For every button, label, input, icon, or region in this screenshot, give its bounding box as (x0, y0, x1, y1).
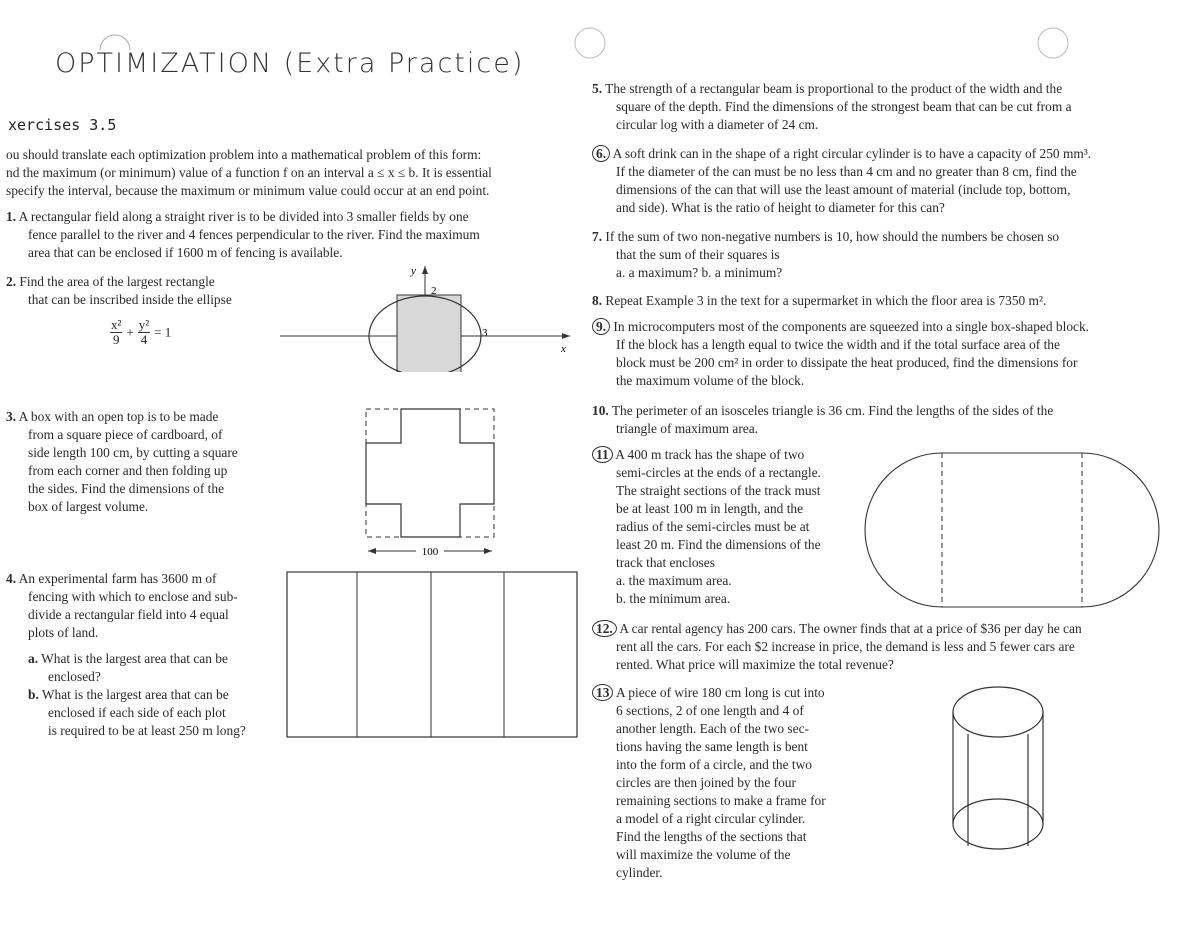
intro-line-1: ou should translate each optimization problem into a mathematical problem of this form: (6, 147, 482, 162)
problem-4a-line-1: What is the largest area that can be (41, 651, 228, 666)
problem-2-line-1: Find the area of the largest rectangle (19, 274, 215, 289)
cylinder-top-circle (953, 687, 1043, 737)
problem-4-line-1: An experimental farm has 3600 m of (18, 571, 217, 586)
problem-1-line-3: area that can be enclosed if 1600 m of fencing is available. (28, 245, 343, 260)
cylinder-frame-diagram (948, 684, 1048, 854)
problem-13-line-1: A piece of wire 180 cm long is cut into (616, 685, 825, 700)
axis-x-label: x (561, 343, 566, 355)
problem-5-line-2: square of the depth. Find the dimensions of the strongest beam that can be cut from a (616, 99, 1072, 114)
cylinder-bottom-circle (953, 799, 1043, 849)
problem-9-line-1: In microcomputers most of the components are squeezed into a single box-shaped block. (613, 319, 1090, 334)
problem-3-line-1: A box with an open top is to be made (18, 409, 219, 424)
eq-x-num: x² (111, 317, 122, 332)
ellipse-equation: $\frac{\text{x²}}{9}$ + $\frac{\text{y²}}{4}$ = 1 (111, 317, 172, 347)
problem-1-line-2: fence parallel to the river and 4 fences perpendicular to the river. Find the maximum (28, 227, 480, 242)
eq-x-den: 9 (112, 332, 120, 347)
problem-8-line-1: Repeat Example 3 in the text for a supermarket in which the floor area is 7350 m². (605, 293, 1047, 308)
problem-12-line-2: rent all the cars. For each $2 increase in price, the demand is less and 5 fewer cars are (616, 639, 1075, 654)
problem-13-line-6: circles are then joined by the four (616, 775, 796, 790)
problem-10 (592, 402, 1162, 438)
problem-6 (592, 145, 1162, 217)
problem-4b-line-2: enclosed if each side of each plot (48, 705, 226, 720)
problem-13-line-4: tions having the same length is bent (616, 739, 808, 754)
problem-10-line-2: triangle of maximum area. (616, 421, 759, 436)
problem-1-number: 1. (6, 209, 17, 224)
cross-cutout (366, 409, 494, 537)
problem-7 (592, 228, 1162, 282)
problem-11-line-2: semi-circles at the ends of a rectangle. (616, 465, 821, 480)
farm-field (287, 572, 577, 737)
problem-13-line-11: cylinder. (616, 865, 663, 880)
section-heading: xercises 3.5 (8, 116, 117, 134)
problem-3-line-3: side length 100 cm, by cutting a square (28, 445, 238, 460)
problem-5-number: 5. (592, 81, 603, 96)
problem-7-number: 7. (592, 229, 603, 244)
problem-7-line-2: that the sum of their squares is (616, 247, 780, 262)
problem-13-line-5: into the form of a circle, and the two (616, 757, 812, 772)
cardboard-square (366, 409, 494, 537)
box-cutout-diagram (360, 405, 500, 565)
problem-11-line-3: The straight sections of the track must (616, 483, 821, 498)
axis-y-label: y (411, 265, 416, 277)
problem-12-line-3: rented. What price will maximize the total revenue? (616, 657, 894, 672)
problem-4a-label: a. (28, 651, 39, 666)
problem-5-line-1: The strength of a rectangular beam is proportional to the product of the width and the (605, 81, 1063, 96)
problem-12 (592, 620, 1162, 674)
y-axis-arrow (422, 266, 428, 274)
problem-6-number: 6. (592, 145, 610, 162)
problem-4-line-4: plots of land. (28, 625, 99, 640)
problem-12-line-1: A car rental agency has 200 cars. The owner finds that at a price of $36 per day he can (619, 621, 1082, 636)
problem-6-line-2: If the diameter of the can must be no less than 4 cm and no greater than 8 cm, find the (616, 164, 1077, 179)
problem-2-line-2: that can be inscribed inside the ellipse (28, 292, 232, 307)
problem-7-line-1: If the sum of two non-negative numbers is 10, how should the numbers be chosen so (605, 229, 1060, 244)
problem-6-line-4: and side). What is the ratio of height to diameter for this can? (616, 200, 945, 215)
problem-4b-line-3: is required to be at least 250 m long? (48, 723, 246, 738)
intro-line-3: specify the interval, because the maximum or minimum value could occur at an end point. (6, 183, 490, 198)
eq-y-fraction (138, 318, 150, 347)
problem-4b-label: b. (28, 687, 39, 702)
track-outline (865, 453, 1159, 607)
problem-12-number: 12. (592, 620, 617, 637)
problem-13-line-10: will maximize the volume of the (616, 847, 791, 862)
intro (6, 146, 576, 200)
problem-3-line-6: box of largest volume. (28, 499, 149, 514)
problem-13 (592, 684, 862, 882)
problem-5 (592, 80, 1162, 134)
problem-4 (6, 570, 276, 740)
problem-13-line-8: a model of a right circular cylinder. (616, 811, 806, 826)
farm-plots-diagram (285, 570, 580, 740)
problem-10-line-1: The perimeter of an isosceles triangle is 36 cm. Find the lengths of the sides of the (611, 403, 1054, 418)
problem-2 (6, 273, 276, 309)
problem-11-b: b. the minimum area. (616, 591, 731, 606)
ellipse-diagram (280, 262, 580, 372)
problem-4-line-2: fencing with which to enclose and sub- (28, 589, 238, 604)
label-2: 2 (431, 285, 437, 297)
eq-x-fraction (110, 318, 122, 347)
problem-9 (592, 318, 1162, 390)
problem-11-number: 11 (592, 446, 613, 463)
problem-13-line-9: Find the lengths of the sections that (616, 829, 807, 844)
eq-y-den: 4 (140, 332, 148, 347)
problem-11-line-6: least 20 m. Find the dimensions of the (616, 537, 821, 552)
problem-3-line-2: from a square piece of cardboard, of (28, 427, 223, 442)
problem-11-line-5: radius of the semi-circles must be at (616, 519, 810, 534)
problem-7-line-3: a. a maximum? b. a minimum? (616, 265, 783, 280)
problem-13-line-3: another length. Each of the two sec- (616, 721, 809, 736)
problem-13-line-7: remaining sections to make a frame for (616, 793, 826, 808)
problem-13-number: 13 (592, 684, 613, 701)
eq-rhs: = 1 (154, 324, 172, 340)
eq-y-num: y² (138, 317, 150, 332)
problem-6-line-1: A soft drink can in the shape of a right circular cylinder is to have a capacity of 250 mm³. (612, 146, 1092, 161)
punch-hole-right (1035, 25, 1071, 61)
problem-4b-line-1: What is the largest area that can be (41, 687, 229, 702)
problem-9-line-4: the maximum volume of the block. (616, 373, 805, 388)
problem-11-a: a. the maximum area. (616, 573, 732, 588)
problem-3-number: 3. (6, 409, 17, 424)
track-diagram (862, 450, 1162, 610)
intro-line-2: nd the maximum (or minimum) value of a function f on an interval a ≤ x ≤ b. It is essential (6, 165, 492, 180)
x-axis-arrow (562, 333, 570, 339)
problem-11-line-1: A 400 m track has the shape of two (615, 447, 805, 462)
problem-4-line-3: divide a rectangular field into 4 equal (28, 607, 229, 622)
problem-9-line-3: block must be 200 cm² in order to dissipate the heat produced, find the dimensions for (616, 355, 1078, 370)
problem-6-line-3: dimensions of the can that will use the least amount of material (include top, bottom, (616, 182, 1071, 197)
problem-5-line-3: circular log with a diameter of 24 cm. (616, 117, 819, 132)
problem-11-line-7: track that encloses (616, 555, 715, 570)
problem-1-line-1: A rectangular field along a straight river is to be divided into 3 smaller fields by one (18, 209, 469, 224)
label-3: 3 (482, 327, 488, 339)
punch-hole-center (572, 25, 608, 61)
page-title: OPTIMIZATION (Extra Practice) (55, 48, 525, 79)
problem-1 (6, 208, 578, 262)
problem-11-line-4: be at least 100 m in length, and the (616, 501, 804, 516)
problem-8 (592, 292, 1162, 310)
problem-10-number: 10. (592, 403, 609, 418)
problem-2-number: 2. (6, 274, 17, 289)
problem-8-number: 8. (592, 293, 603, 308)
problem-3-line-5: the sides. Find the dimensions of the (28, 481, 225, 496)
problem-9-line-2: If the block has a length equal to twice the width and if the total surface area of the (616, 337, 1060, 352)
problem-9-number: 9. (592, 318, 610, 335)
inscribed-rectangle (397, 295, 461, 372)
problem-4-number: 4. (6, 571, 17, 586)
dimension-label: 100 (421, 546, 439, 558)
problem-13-line-2: 6 sections, 2 of one length and 4 of (616, 703, 804, 718)
problem-11 (592, 446, 857, 608)
problem-3-line-4: from each corner and then folding up (28, 463, 228, 478)
problem-3 (6, 408, 271, 516)
problem-4a-line-2: enclosed? (48, 669, 101, 684)
